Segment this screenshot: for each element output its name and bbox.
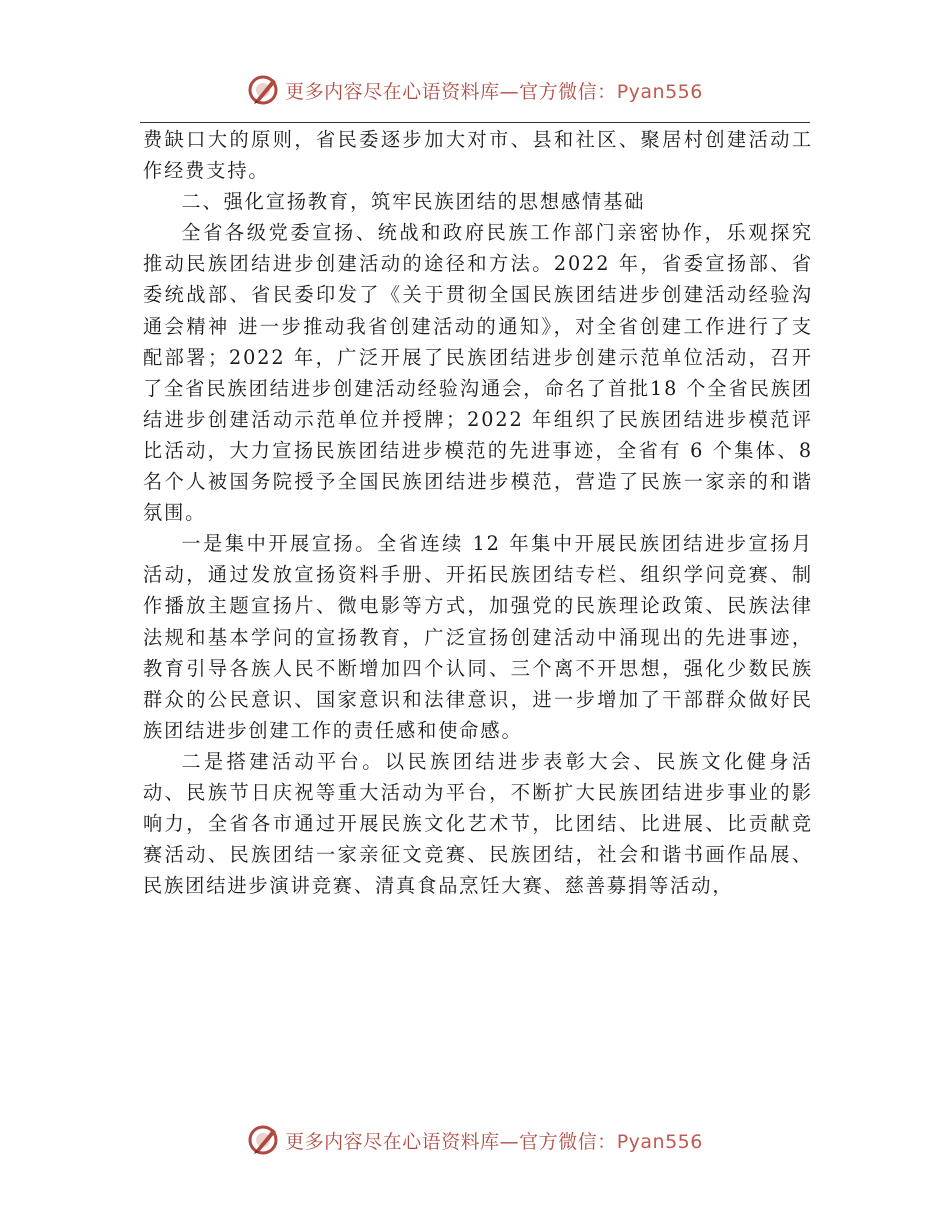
pen-seal-logo-icon	[247, 1123, 281, 1157]
footer-banner-text	[285, 1127, 703, 1154]
header-banner-dash: —	[499, 80, 520, 103]
document-body	[143, 124, 813, 901]
footer-banner-dash: —	[499, 1130, 520, 1153]
footer-banner-wechat: 官方微信：	[519, 1130, 617, 1153]
footer-banner-main: 更多内容尽在心语资料库	[285, 1130, 500, 1153]
section-heading: 二、强化宣扬教育，筑牢民族团结的思想感情基础	[181, 190, 646, 214]
paragraph: 全省各级党委宣扬、统战和政府民族工作部门亲密协作，乐观探究推动民族团结进步创建活动的途径和方法。2022 年，省委宣扬部、省委统战部、省民委印发了《关于贯彻全国民族团结进步创建活动经验沟通会精神 进一步推动我省创建活动的通知》，对全省创建工作进行了支配部署；2022 年，广泛开展了民族团结进步创建示范单位活动，召开了全省民族团结进步创建活动经验沟通会，命名了首批18 个全省民族团结进步创建活动示范单位并授牌；2022 年组织了民族团结进步模范评比活动，大力宣扬民族团结进步模范的先进事迹，全省有 6 个集体、8 名个人被国务院授予全国民族团结进步模范，营造了民族一家亲的和谐氛围。	[143, 221, 813, 525]
header-banner-text	[285, 77, 703, 104]
header-banner-wechat: 官方微信：	[519, 80, 617, 103]
paragraph-continued: 费缺口大的原则，省民委逐步加大对市、县和社区、聚居村创建活动工作经费支持。	[143, 128, 813, 183]
header-rule	[140, 122, 810, 123]
footer-banner	[0, 1120, 950, 1160]
pen-seal-logo-icon	[247, 73, 281, 107]
paragraph: 二是搭建活动平台。以民族团结进步表彰大会、民族文化健身活动、民族节日庆祝等重大活动为平台，不断扩大民族团结进步事业的影响力，全省各市通过开展民族文化艺术节，比团结、比进展、比贡献竞赛活动、民族团结一家亲征文竞赛、民族团结，社会和谐书画作品展、民族团结进步演讲竞赛、清真食品烹饪大赛、慈善募捐等活动，	[143, 749, 813, 898]
footer-banner-handle: Pyan556	[616, 1130, 703, 1153]
header-banner	[0, 70, 950, 110]
header-banner-main: 更多内容尽在心语资料库	[285, 80, 500, 103]
paragraph: 一是集中开展宣扬。全省连续 12 年集中开展民族团结进步宣扬月活动，通过发放宣扬资料手册、开拓民族团结专栏、组织学问竞赛、制作播放主题宣扬片、微电影等方式，加强党的民族理论政策、民族法律法规和基本学问的宣扬教育，广泛宣扬创建活动中涌现出的先进事迹，教育引导各族人民不断增加四个认同、三个离不开思想，强化少数民族群众的公民意识、国家意识和法律意识，进一步增加了干部群众做好民族团结进步创建工作的责任感和使命感。	[143, 532, 813, 742]
header-banner-handle: Pyan556	[616, 80, 703, 103]
